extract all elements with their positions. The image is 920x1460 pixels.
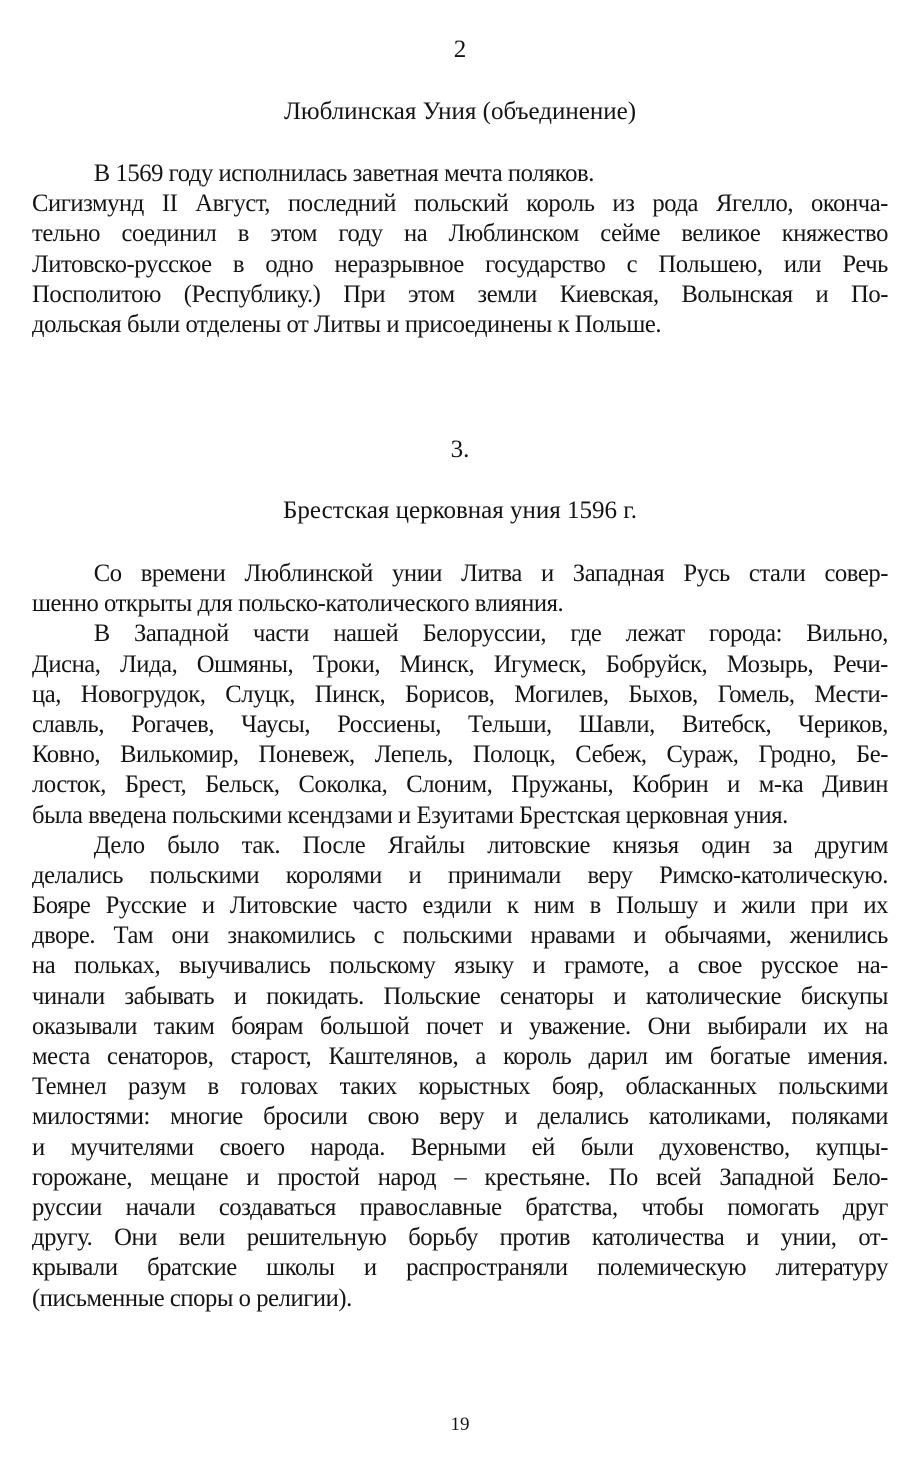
text-line: В 1569 году исполнилась заветная мечта поляков. <box>93 158 594 187</box>
text-line: В Западной части нашей Белоруссии, где лежат города: Вильно, <box>93 618 888 648</box>
text-line: места сенаторов, старост, Каштелянов, а король дарил им богатые имения. <box>32 1041 888 1070</box>
text-line: Ковно, Вилькомир, Поневеж, Лепель, Полоцк, Себеж, Сураж, Гродно, Бе- <box>32 739 888 769</box>
section-number: 2 <box>453 36 467 63</box>
text-line: Дисна, Лида, Ошмяны, Троки, Минск, Игумеск, Бобруйск, Мозырь, Речи- <box>32 648 888 678</box>
text-line: милостями: многие бросили свою веру и делались католиками, поляками <box>32 1101 888 1131</box>
section-body <box>32 558 888 1313</box>
text-line: Бояре Русские и Литовские часто ездили к ним в Польшу и жили при их <box>32 890 888 920</box>
text-line: на польках, выучивались польскому языку и грамоте, а свое русское на- <box>32 950 888 980</box>
text-line: чинали забывать и покидать. Польские сенаторы и католические бискупы <box>32 980 888 1010</box>
section-title: Люблинская Уния (объединение) <box>283 98 637 125</box>
text-line: Литовско-русское в одно неразрывное государство с Польшею, или Речь <box>32 248 888 278</box>
page-number: 19 <box>450 1414 470 1435</box>
section-body <box>32 158 888 339</box>
text-line: руссии начали создаваться православные братства, чтобы помогать друг <box>32 1191 888 1221</box>
text-line: (письменные споры о религии). <box>32 1282 352 1312</box>
text-line: дольская были отделены от Литвы и присоединены к Польше. <box>32 308 662 338</box>
section-title: Брестская церковная уния 1596 г. <box>283 497 637 524</box>
text-line: делались польскими королями и принимали веру Римско-католическую. <box>32 859 888 889</box>
text-line: крывали братские школы и распространяли полемическую литературу <box>32 1252 888 1282</box>
text-line: другу. Они вели решительную борьбу против католичества и унии, от- <box>32 1222 888 1252</box>
text-line: оказывали таким боярам большой почет и уважение. Они выбирали их на <box>32 1010 888 1040</box>
text-line: горожане, мещане и простой народ – крестьяне. По всей Западной Бело- <box>32 1161 888 1191</box>
text-line: лосток, Брест, Бельск, Соколка, Слоним, Пружаны, Кобрин и м-ка Дивин <box>32 769 888 799</box>
text-line: дворе. Там они знакомились с польскими нравами и обычаями, женились <box>32 920 888 950</box>
text-line: славль, Рогачев, Чаусы, Россиены, Тельши, Шавли, Витебск, Чериков, <box>32 708 888 738</box>
section-number: 3. <box>450 436 470 463</box>
text-line: Сигизмунд II Август, последний польский король из рода Ягелло, оконча- <box>32 188 888 218</box>
text-line: Со времени Люблинской унии Литва и Западная Русь стали совер- <box>93 558 888 587</box>
text-line: и мучителями своего народа. Верными ей были духовенство, купцы- <box>32 1131 888 1161</box>
text-line: шенно открыты для польско-католического влияния. <box>32 588 564 618</box>
text-line: Темнел разум в головах таких корыстных бояр, обласканных польскими <box>32 1071 888 1101</box>
text-line: тельно соединил в этом году на Люблинском сейме великое княжество <box>32 218 888 248</box>
text-line: Дело было так. После Ягайлы литовские князья один за другим <box>93 829 888 859</box>
text-line: была введена польскими ксендзами и Езуитами Брестская церковная уния. <box>32 799 788 829</box>
text-line: Посполитою (Республику.) При этом земли Киевская, Волынская и По- <box>32 278 888 308</box>
text-line: ца, Новогрудок, Слуцк, Пинск, Борисов, Могилев, Быхов, Гомель, Мести- <box>32 678 888 708</box>
